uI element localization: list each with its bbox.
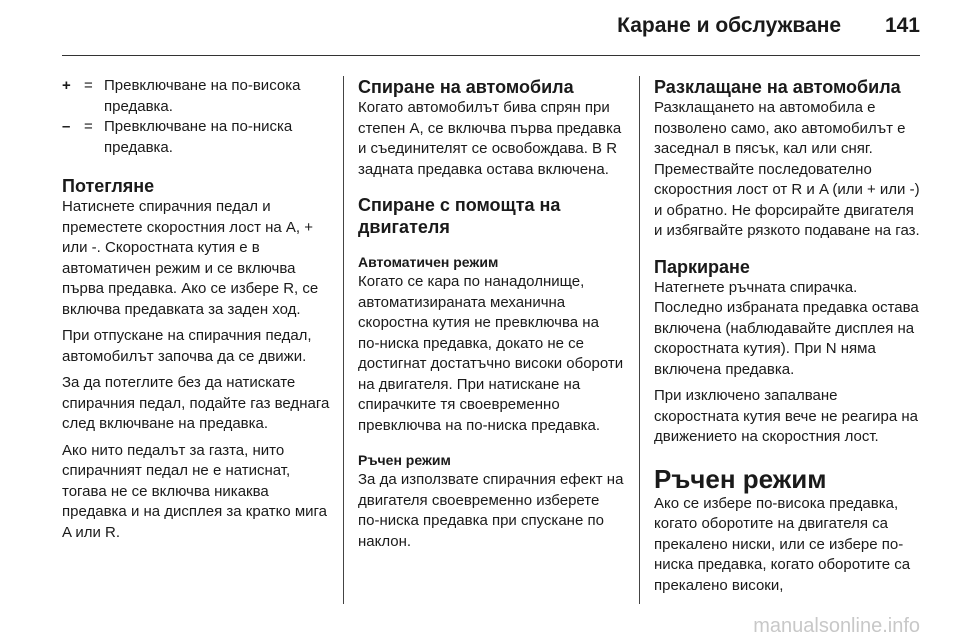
page-header (617, 14, 920, 38)
minus-symbol: – (62, 118, 71, 135)
plus-symbol: + (62, 77, 71, 94)
watermark: manualsonline.info (753, 615, 920, 637)
page-title: Каране и обслужване (617, 14, 842, 37)
list-item: – = Превключване на по-ниска предавка. (62, 117, 330, 158)
column-3 (654, 76, 922, 596)
section-heading: Потегляне (62, 176, 155, 196)
paragraph: Натегнете ръчната спирачка. Последно избраната предавка остава включена (наблюдавайте дисплея на скоростната кутия). При N няма включена предавка. (654, 278, 919, 378)
subheading: Автоматичен режим (358, 254, 499, 270)
paragraph: За да потеглите без да натискате спирачния педал, подайте газ веднага след включване на предавка. (62, 374, 330, 432)
paragraph: Разклащането на автомобила е позволено само, ако автомобилът е заседнал в пясък, кал или сняг. Премествайте последователно скоростния лост от R и A (или + или -) и обратно. Не форсирайте двигателя и избягвайте рязкото подаване на газ. (654, 99, 920, 239)
section-heading: Спиране на автомобила (358, 77, 574, 97)
subheading: Ръчен режим (358, 452, 451, 468)
paragraph: Когато автомобилът бива спрян при степен A, се включва първа предавка и съединителят се освобождава. В R задната предавка остава включена. (358, 99, 622, 178)
section-heading: Спиране с помощта на двигателя (358, 195, 561, 237)
section-heading-large: Ръчен режим (654, 463, 827, 494)
column-divider (343, 76, 344, 604)
paragraph: За да използвате спирачния ефект на двигателя своевременно изберете по-ниска предавка при спускане по наклон. (358, 471, 624, 550)
column-2 (358, 76, 624, 552)
column-1 (62, 76, 330, 543)
paragraph: Натиснете спирачния педал и преместете скоростния лост на A, + или -. Скоростната кутия е в автоматичен режим и се включва първа предавка. Ако се избере R, се включва предавката за заден ход. (62, 198, 319, 318)
paragraph: Ако нито педалът за газта, нито спирачният педал не е натиснат, тогава не се включва никаква предавка и на дисплея за кратко мига A или R. (62, 441, 328, 541)
paragraph: При изключено запалване скоростната кутия вече не реагира на движението на скоростния лост. (654, 387, 919, 445)
section-heading: Разклащане на автомобила (654, 77, 901, 97)
header-rule (62, 55, 920, 56)
page-number: 141 (884, 14, 920, 37)
list-item: + = Превключване на по-висока предавка. (62, 76, 330, 117)
paragraph: Когато се кара по нанадолнище, автоматизираната механична скоростна кутия не превключва на по-ниска предавка, докато не се достигнат достатъчно високи обороти на двигателя. При натискане на спирачките тя своевременно превключва на по-ниска предавка. (358, 273, 624, 434)
section-heading: Паркиране (654, 256, 750, 277)
paragraph: Ако се избере по-висока предавка, когато оборотите на двигателя са прекалено ниски, или се избере по-ниска предавка, когато оборотите са прекалено високи, (654, 494, 911, 594)
column-divider (639, 76, 640, 604)
paragraph: При отпускане на спирачния педал, автомобилът започва да се движи. (62, 327, 312, 365)
